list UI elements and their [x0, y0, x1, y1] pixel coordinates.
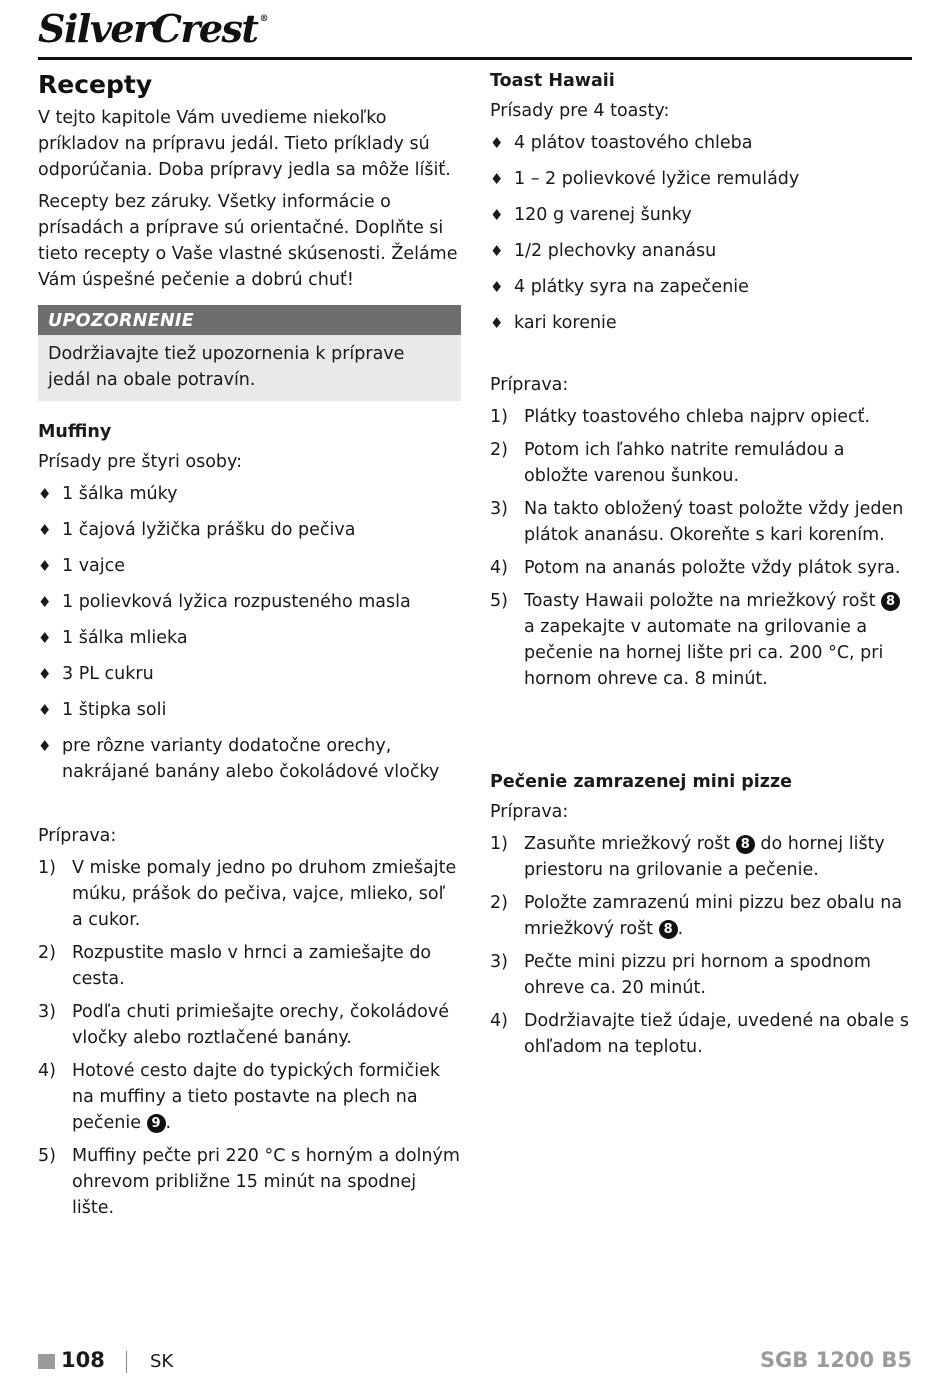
footer-square-icon: [38, 1354, 55, 1369]
step-item: 1) Zasuňte mriežkový rošt 8 do hornej lišty priestoru na grilovanie a pečenie.: [490, 834, 885, 880]
step-item: 1) V miske pomaly jedno po druhom zmiešajte múku, prášok do pečiva, vajce, mlieko, soľ a cukor.: [38, 858, 457, 930]
step-item: 2) Potom ich ľahko natrite remuládou a obložte varenou šunkou.: [490, 440, 845, 486]
step-item: 5) Toasty Hawaii položte na mriežkový rošt 8 a zapekajte v automate na grilovanie a pečenie na hornej lište pri ca. 200 °C, pri hornom ohreve ca. 8 minút.: [490, 588, 912, 692]
list-item: ♦ kari korenie: [490, 310, 912, 336]
list-item: ♦ 3 PL cukru: [38, 661, 461, 687]
diamond-bullet-icon: ♦: [38, 737, 52, 755]
pizza-title: Pečenie zamrazenej mini pizze: [490, 772, 793, 792]
muffins-prep-label: Príprava:: [38, 826, 117, 846]
intro-paragraph-1: V tejto kapitole Vám uvedieme niekoľko príkladov na prípravu jedál. Tieto príklady sú odporúčania. Doba prípravy jedla sa môže líšiť.: [38, 108, 451, 180]
toast-ingredients-label: Prísady pre 4 toasty:: [490, 101, 670, 121]
pizza-prep-label: Príprava:: [490, 802, 569, 822]
footer-divider: [126, 1351, 127, 1373]
diamond-bullet-icon: ♦: [38, 485, 52, 503]
diamond-bullet-icon: ♦: [38, 629, 52, 647]
list-item: ♦ 4 plátky syra na zapečenie: [490, 274, 912, 300]
page-title: Recepty: [38, 70, 153, 99]
diamond-bullet-icon: ♦: [38, 557, 52, 575]
part-ref-9-icon: 9: [147, 1114, 166, 1133]
diamond-bullet-icon: ♦: [490, 242, 504, 260]
list-item: ♦ pre rôzne varianty dodatočne orechy, nakrájané banány alebo čokoládové vločky: [38, 733, 461, 785]
brand-logo: [38, 6, 267, 51]
toast-steps: [490, 404, 912, 692]
list-item: ♦ 1 polievková lyžica rozpusteného masla: [38, 589, 461, 615]
diamond-bullet-icon: ♦: [38, 593, 52, 611]
header-rule: [38, 57, 912, 60]
step-item: 4) Dodržiavajte tiež údaje, uvedené na obale s ohľadom na teplotu.: [490, 1011, 910, 1057]
muffins-title: Muffiny: [38, 422, 112, 442]
step-item: 1) Plátky toastového chleba najprv opiecť.: [490, 407, 871, 427]
list-item: ♦ 1 – 2 polievkové lyžice remulády: [490, 166, 912, 192]
list-item: ♦ 1 vajce: [38, 553, 461, 579]
step-item: 2) Položte zamrazenú mini pizzu bez obalu na mriežkový rošt 8 .: [490, 893, 903, 939]
intro-paragraph-2: Recepty bez záruky. Všetky informácie o prísadách a príprave sú orientačné. Doplňte si tieto recepty o Vaše vlastné skúsenosti. Želáme Vám úspešné pečenie a dobrú chuť!: [38, 192, 458, 290]
diamond-bullet-icon: ♦: [490, 170, 504, 188]
step-item: 3) Na takto obložený toast položte vždy jeden plátok ananásu. Okoreňte s kari korením.: [490, 499, 904, 545]
diamond-bullet-icon: ♦: [38, 521, 52, 539]
part-ref-8-icon: 8: [659, 920, 678, 939]
list-item: ♦ 1 štipka soli: [38, 697, 461, 723]
page-number: 108: [61, 1348, 105, 1372]
diamond-bullet-icon: ♦: [490, 314, 504, 332]
step-item: 4) Hotové cesto dajte do typických formičiek na muffiny a tieto postavte na plech na pečenie 9 .: [38, 1061, 441, 1133]
pizza-steps: [490, 831, 912, 1060]
left-column: [38, 66, 461, 1228]
brand-name: SilverCrest: [38, 6, 258, 51]
list-item: ♦ 1 šálka mlieka: [38, 625, 461, 651]
diamond-bullet-icon: ♦: [38, 665, 52, 683]
diamond-bullet-icon: ♦: [38, 701, 52, 719]
toast-ingredients-list: [490, 130, 912, 336]
warning-text: Dodržiavajte tiež upozornenia k príprave jedál na obale potravín.: [38, 335, 461, 401]
toast-prep-label: Príprava:: [490, 375, 569, 395]
registered-mark: ®: [259, 14, 267, 24]
diamond-bullet-icon: ♦: [490, 278, 504, 296]
step-item: 3) Pečte mini pizzu pri hornom a spodnom ohreve ca. 20 minút.: [490, 952, 871, 998]
list-item: ♦ 120 g varenej šunky: [490, 202, 912, 228]
list-item: ♦ 1 čajová lyžička prášku do pečiva: [38, 517, 461, 543]
list-item: ♦ 1 šálka múky: [38, 481, 461, 507]
muffins-ingredients-label: Prísady pre štyri osoby:: [38, 452, 242, 472]
step-item: 2) Rozpustite maslo v hrnci a zamiešajte do cesta.: [38, 943, 432, 989]
part-ref-8-icon: 8: [736, 835, 755, 854]
step-item: 3) Podľa chuti primiešajte orechy, čokoládové vločky alebo roztlačené banány.: [38, 1002, 449, 1048]
list-item: ♦ 4 plátov toastového chleba: [490, 130, 912, 156]
muffins-steps: [38, 855, 461, 1221]
right-column: [490, 66, 912, 1067]
warning-title: UPOZORNENIE: [38, 305, 461, 335]
toast-title: Toast Hawaii: [490, 71, 615, 91]
part-ref-8-icon: 8: [881, 592, 900, 611]
model-number: SGB 1200 B5: [759, 1348, 912, 1372]
list-item: ♦ 1/2 plechovky ananásu: [490, 238, 912, 264]
diamond-bullet-icon: ♦: [490, 134, 504, 152]
step-item: 5) Muffiny pečte pri 220 °C s horným a dolným ohrevom približne 15 minút na spodnej lište.: [38, 1146, 460, 1218]
diamond-bullet-icon: ♦: [490, 206, 504, 224]
step-item: 4) Potom na ananás položte vždy plátok syra.: [490, 558, 901, 578]
page-footer: [38, 1348, 912, 1376]
language-code: SK: [150, 1351, 174, 1372]
muffins-ingredients-list: [38, 481, 461, 785]
